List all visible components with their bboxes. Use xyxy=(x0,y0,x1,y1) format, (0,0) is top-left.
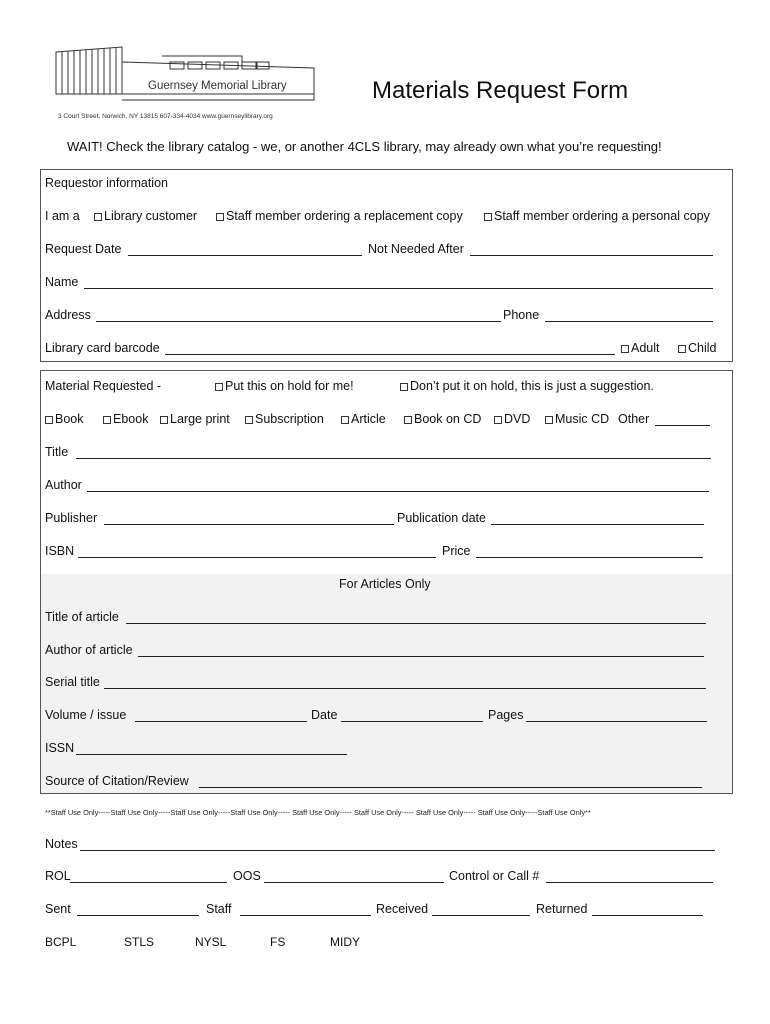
checkbox[interactable] xyxy=(94,213,102,221)
library-address: 3 Court Street, Norwich, NY 13815 607-334-4034 www.guernseylibrary.org xyxy=(58,113,273,120)
checkbox[interactable] xyxy=(215,383,223,391)
format-book-on-cd[interactable]: Book on CD xyxy=(404,412,481,426)
sent-field[interactable] xyxy=(77,915,199,916)
format-other-field[interactable] xyxy=(655,425,710,426)
checkbox[interactable] xyxy=(103,416,111,424)
notes-label: Notes xyxy=(45,837,78,851)
title-of-article-field[interactable] xyxy=(126,623,706,624)
code-nysl: NYSL xyxy=(195,935,227,949)
code-bcpl: BCPL xyxy=(45,935,77,949)
checkbox[interactable] xyxy=(678,345,686,353)
format-music-cd[interactable]: Music CD xyxy=(545,412,609,426)
staff-replacement-option[interactable]: Staff member ordering a replacement copy xyxy=(216,209,463,223)
child-option[interactable]: Child xyxy=(678,341,717,355)
volume-issue-label: Volume / issue xyxy=(45,708,127,722)
checkbox[interactable] xyxy=(494,416,502,424)
not-needed-after-field[interactable] xyxy=(470,255,713,256)
checkbox[interactable] xyxy=(160,416,168,424)
staff-field[interactable] xyxy=(240,915,371,916)
address-field[interactable] xyxy=(96,321,501,322)
checkbox[interactable] xyxy=(484,213,492,221)
publication-date-label: Publication date xyxy=(397,511,486,525)
requestor-section-label: Requestor information xyxy=(45,176,168,190)
article-date-label: Date xyxy=(311,708,338,722)
control-field[interactable] xyxy=(546,882,713,883)
library-card-label: Library card barcode xyxy=(45,341,160,355)
address-label: Address xyxy=(45,308,91,322)
issn-label: ISSN xyxy=(45,741,75,755)
staff-use-banner: **Staff Use Only-----Staff Use Only-----Staff Use Only-----Staff Use Only----- Staff Use Only----- Staff Use Only----- Staff Use Only----- Staff Use Only-----Staff Use Only** xyxy=(45,808,591,817)
articles-shaded-area xyxy=(41,574,732,793)
format-large-print[interactable]: Large print xyxy=(160,412,230,426)
name-label: Name xyxy=(45,275,79,289)
phone-label: Phone xyxy=(503,308,540,322)
source-citation-label: Source of Citation/Review xyxy=(45,774,189,788)
publisher-field[interactable] xyxy=(104,524,394,525)
checkbox[interactable] xyxy=(341,416,349,424)
volume-issue-field[interactable] xyxy=(135,721,307,722)
author-of-article-field[interactable] xyxy=(138,656,704,657)
format-ebook[interactable]: Ebook xyxy=(103,412,148,426)
author-field[interactable] xyxy=(87,491,709,492)
format-dvd[interactable]: DVD xyxy=(494,412,530,426)
not-needed-after-label: Not Needed After xyxy=(368,242,464,256)
issn-field[interactable] xyxy=(76,754,347,755)
article-date-field[interactable] xyxy=(341,721,483,722)
author-label: Author xyxy=(45,478,82,492)
format-book[interactable]: Book xyxy=(45,412,84,426)
received-label: Received xyxy=(376,902,429,916)
checkbox[interactable] xyxy=(621,345,629,353)
price-label: Price xyxy=(442,544,471,558)
material-section-label: Material Requested - xyxy=(45,379,162,393)
isbn-field[interactable] xyxy=(78,557,436,558)
code-fs: FS xyxy=(270,935,286,949)
name-field[interactable] xyxy=(84,288,713,289)
notes-field[interactable] xyxy=(80,850,715,851)
suggest-option[interactable]: Don’t put it on hold, this is just a suggestion. xyxy=(400,379,654,393)
requestor-section xyxy=(40,169,733,362)
checkbox[interactable] xyxy=(400,383,408,391)
sent-label: Sent xyxy=(45,902,71,916)
format-subscription[interactable]: Subscription xyxy=(245,412,324,426)
code-midy: MIDY xyxy=(330,935,360,949)
checkbox[interactable] xyxy=(404,416,412,424)
checkbox[interactable] xyxy=(245,416,253,424)
publication-date-field[interactable] xyxy=(491,524,704,525)
author-of-article-label: Author of article xyxy=(45,643,133,657)
library-card-field[interactable] xyxy=(165,354,615,355)
adult-option[interactable]: Adult xyxy=(621,341,660,355)
phone-field[interactable] xyxy=(545,321,713,322)
format-other-label: Other xyxy=(618,412,650,426)
pages-field[interactable] xyxy=(526,721,707,722)
i-am-a-label: I am a xyxy=(45,209,80,223)
oos-field[interactable] xyxy=(264,882,444,883)
format-article[interactable]: Article xyxy=(341,412,386,426)
publisher-label: Publisher xyxy=(45,511,98,525)
title-of-article-label: Title of article xyxy=(45,610,119,624)
staff-label: Staff xyxy=(206,902,232,916)
library-building-icon xyxy=(52,44,316,104)
returned-field[interactable] xyxy=(592,915,703,916)
checkbox[interactable] xyxy=(216,213,224,221)
wait-notice: WAIT! Check the library catalog - we, or another 4CLS library, may already own what you’re requesting! xyxy=(67,139,662,154)
request-date-field[interactable] xyxy=(128,255,362,256)
price-field[interactable] xyxy=(476,557,703,558)
code-stls: STLS xyxy=(124,935,155,949)
library-logo xyxy=(52,44,316,104)
serial-title-label: Serial title xyxy=(45,675,100,689)
hold-option[interactable]: Put this on hold for me! xyxy=(215,379,354,393)
rol-field[interactable] xyxy=(70,882,227,883)
control-label: Control or Call # xyxy=(449,869,540,883)
library-customer-option[interactable]: Library customer xyxy=(94,209,197,223)
form-title: Materials Request Form xyxy=(372,77,629,104)
pages-label: Pages xyxy=(488,708,524,722)
returned-label: Returned xyxy=(536,902,588,916)
rol-label: ROL xyxy=(45,869,71,883)
source-citation-field[interactable] xyxy=(199,787,702,788)
oos-label: OOS xyxy=(233,869,261,883)
title-field[interactable] xyxy=(76,458,711,459)
articles-heading: For Articles Only xyxy=(339,577,431,591)
checkbox[interactable] xyxy=(45,416,53,424)
serial-title-field[interactable] xyxy=(104,688,706,689)
title-label: Title xyxy=(45,445,69,459)
checkbox[interactable] xyxy=(545,416,553,424)
isbn-label: ISBN xyxy=(45,544,75,558)
request-date-label: Request Date xyxy=(45,242,122,256)
staff-personal-option[interactable]: Staff member ordering a personal copy xyxy=(484,209,710,223)
received-field[interactable] xyxy=(432,915,530,916)
library-name: Guernsey Memorial Library xyxy=(148,80,287,92)
